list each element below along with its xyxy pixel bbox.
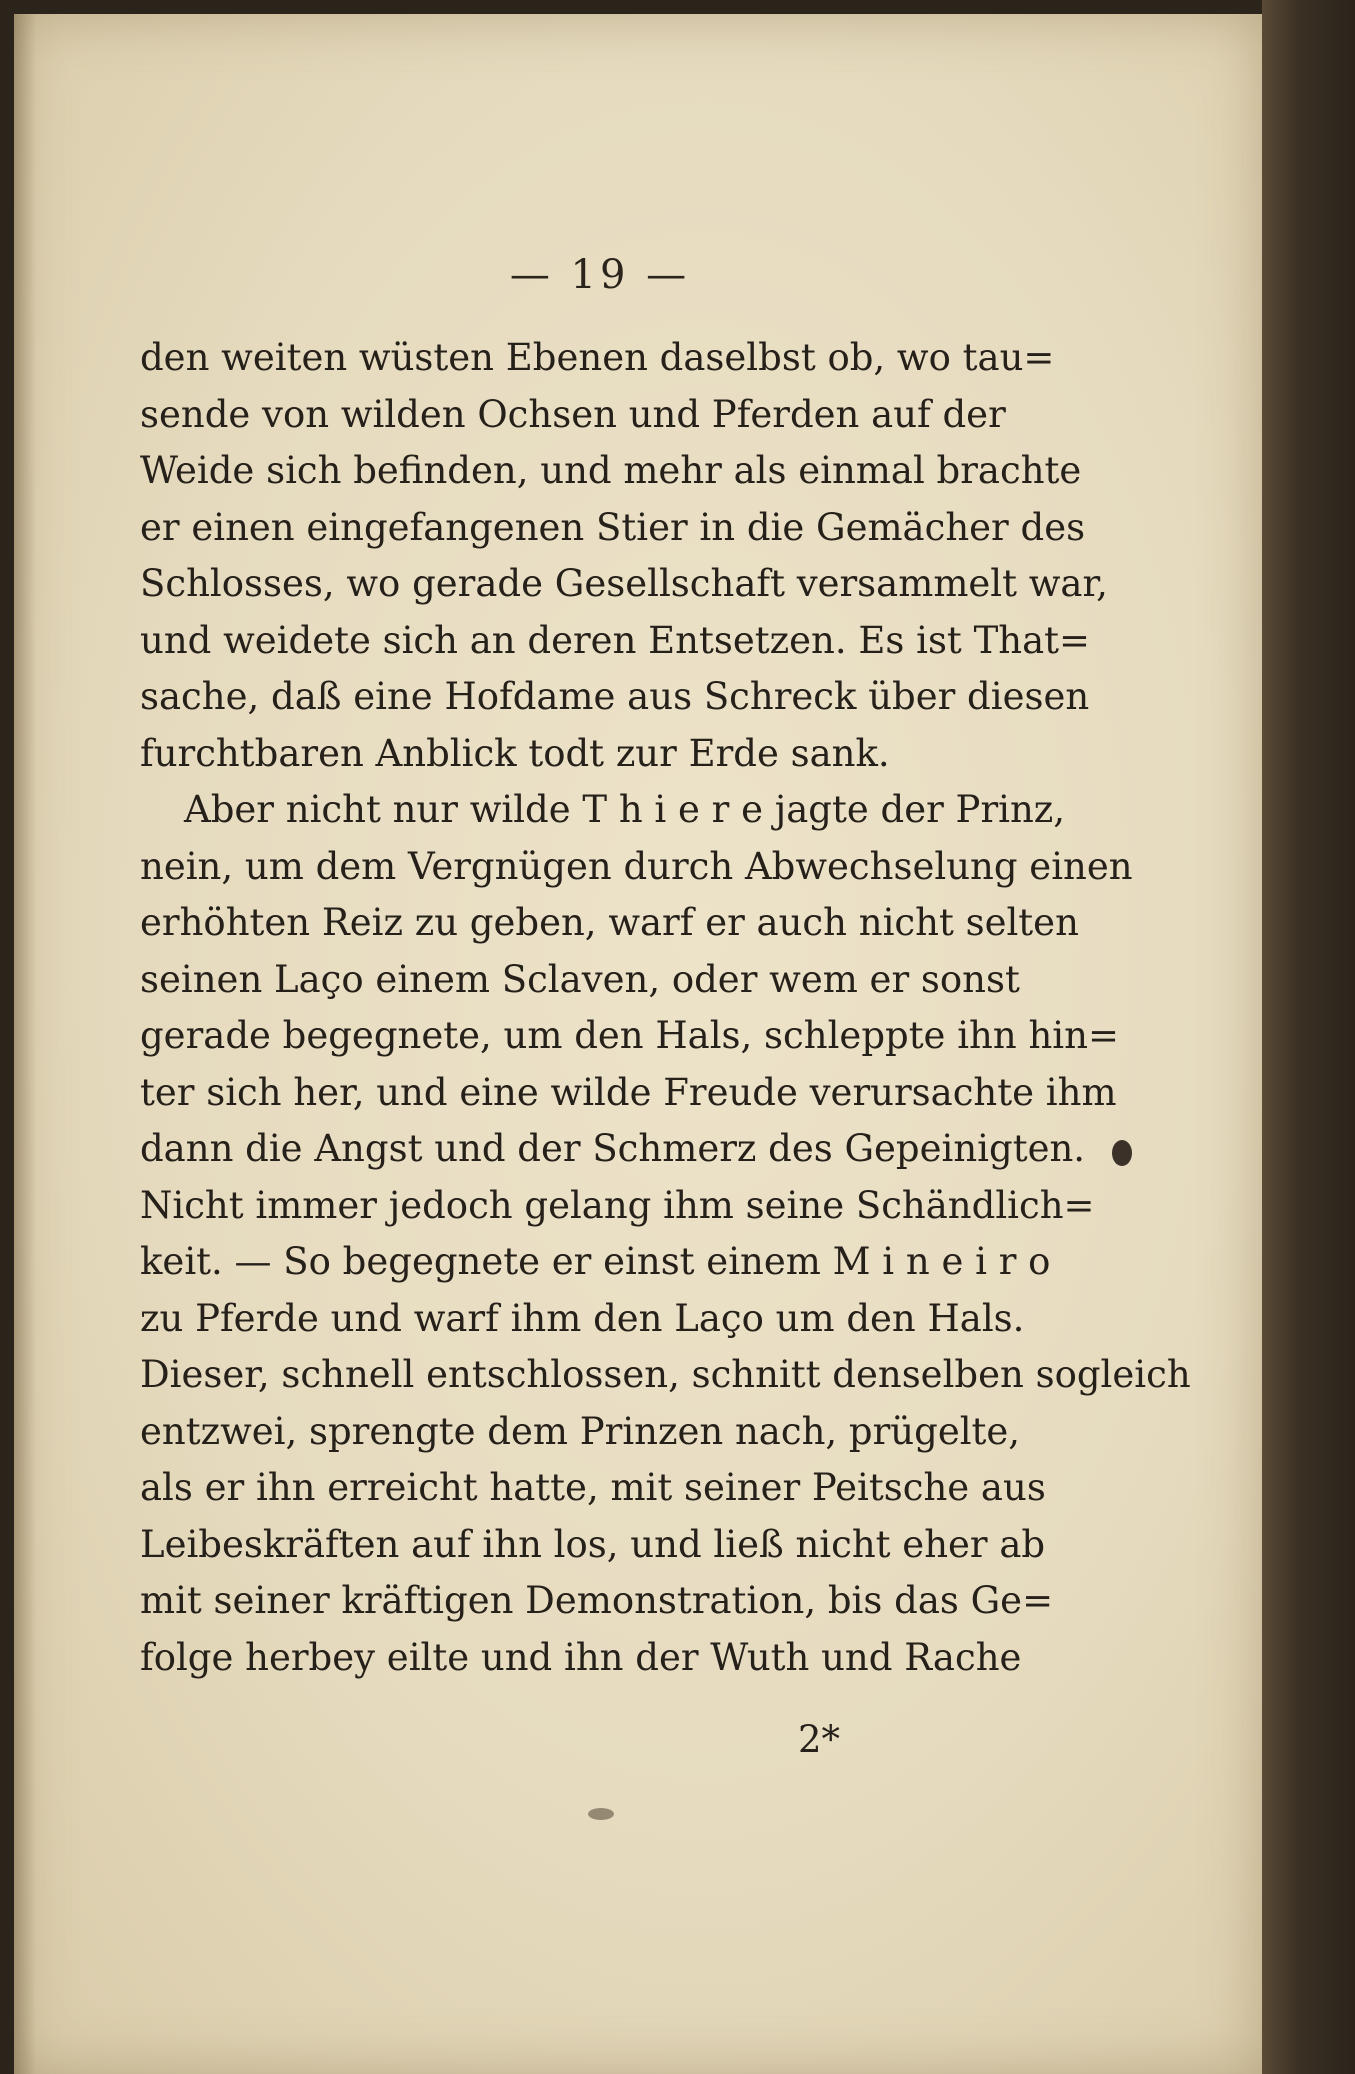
text-line: mit seiner kräftigen Demonstration, bis das Ge= [140,1579,1054,1622]
text-line: furchtbaren Anblick todt zur Erde sank. [140,731,890,775]
page-number: — 19 — [509,252,691,298]
text-line: dann die Angst und der Schmerz des Gepeinigten. [140,1127,1086,1170]
text-line: sache, daß eine Hofdame aus Schreck über diesen [140,675,1090,718]
text-line: zu Pferde und warf ihm den Laço um den Hals. [140,1296,1025,1340]
ink-smudge [588,1808,614,1820]
printer-signature-mark: 2* [798,1718,841,1761]
text-line: Leibeskräften auf ihn los, und ließ nicht eher ab [140,1522,1046,1566]
ink-blot [1112,1140,1132,1166]
text-line: den weiten wüsten Ebenen daselbst ob, wo tau= [140,336,1055,379]
text-line: gerade begegnete, um den Hals, schleppte ihn hin= [140,1014,1119,1057]
text-line: sende von wilden Ochsen und Pferden auf der [140,392,1006,436]
book-cover-edge [1262,0,1355,2074]
text-line: und weidete sich an deren Entsetzen. Es ist That= [140,618,1091,662]
text-line: nein, um dem Vergnügen durch Abwechselung einen [140,844,1133,888]
text-line: Nicht immer jedoch gelang ihm seine Schändlich= [140,1183,1095,1227]
text-line: seinen Laço einem Sclaven, oder wem er sonst [140,957,1020,1001]
text-line: folge herbey eilte und ihn der Wuth und Rache [140,1635,1022,1679]
text-line: er einen eingefangenen Stier in die Gemächer des [140,505,1086,549]
text-line: entzwei, sprengte dem Prinzen nach, prügelte, [140,1409,1021,1453]
text-line: erhöhten Reiz zu geben, warf er auch nicht selten [140,901,1079,944]
text-line: ter sich her, und eine wilde Freude verursachte ihm [140,1070,1117,1114]
body-text [140,330,1191,1686]
paragraph-start-line: Aber nicht nur wilde T h i e r e jagte der Prinz, [184,788,1066,831]
text-line: Schlosses, wo gerade Gesellschaft versammelt war, [140,562,1108,605]
text-line: keit. — So begegnete er einst einem M i n e i r o [140,1240,1051,1283]
text-line: als er ihn erreicht hatte, mit seiner Peitsche aus [140,1466,1046,1509]
page-gutter-shadow [14,14,36,2074]
text-line: Dieser, schnell entschlossen, schnitt denselben sogleich [140,1353,1191,1396]
text-line: Weide sich befinden, und mehr als einmal brachte [140,449,1082,492]
